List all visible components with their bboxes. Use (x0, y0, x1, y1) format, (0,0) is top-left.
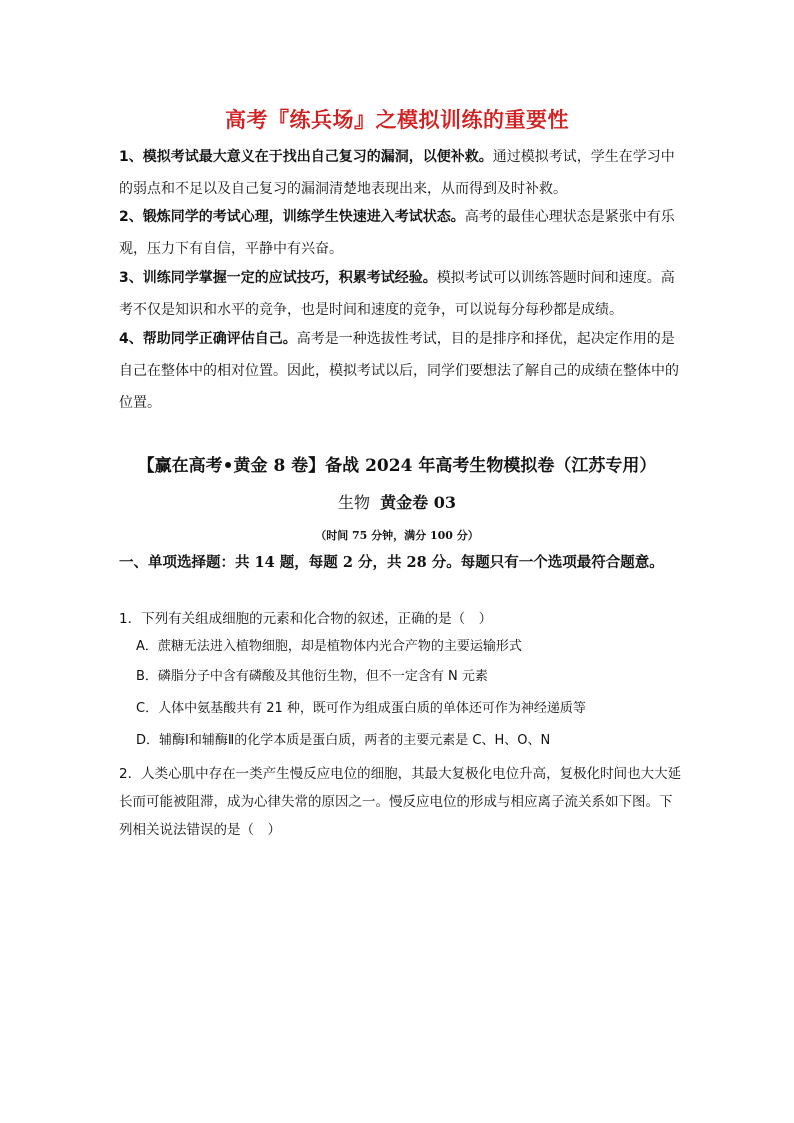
question-1-option-b: B．磷脂分子中含有磷酸及其他衍生物，但不一定含有 N 元素 (136, 669, 488, 684)
intro-point-1 (119, 141, 684, 205)
page-title: 高考『练兵场』之模拟训练的重要性 (225, 108, 569, 132)
intro-point-2 (119, 201, 684, 265)
intro-point-4 (119, 323, 684, 419)
exam-subject: 生物 (337, 493, 370, 512)
intro-point-1-text: 通过模拟考试，学生在学习中的弱点和不足以及自己复习的漏洞清楚地表现出来，从而得到及时补救。 (119, 149, 675, 197)
intro-point-3 (119, 262, 684, 326)
intro-point-4-lead: 4、帮助同学正确评估自己。 (119, 331, 297, 347)
intro-point-2-lead: 2、锻炼同学的考试心理，训练学生快速进入考试状态。 (119, 209, 465, 225)
exam-subtitle (0, 490, 794, 513)
question-1-stem: 1．下列有关组成细胞的元素和化合物的叙述，正确的是（ ） (119, 611, 493, 627)
intro-point-4-text: 高考是一种选拔性考试，目的是排序和择优，起决定作用的是自己在整体中的相对位置。因此，模拟考试以后，同学们要想法了解自己的成绩在整体中的位置。 (119, 331, 679, 411)
intro-point-3-lead: 3、训练同学掌握一定的应试技巧，积累考试经验。 (119, 270, 437, 286)
intro-point-2-text: 高考的最佳心理状态是紧张中有乐观，压力下有自信，平静中有兴奋。 (119, 209, 675, 257)
exam-paper-name: 黄金卷 03 (380, 493, 457, 512)
section-heading: 一、单项选择题：共 14 题，每题 2 分，共 28 分。每题只有一个选项最符合题意。 (119, 554, 664, 571)
exam-header: 【赢在高考•黄金 8 卷】备战 2024 年高考生物模拟卷（江苏专用） (137, 456, 657, 476)
question-1-option-a: A．蔗糖无法进入植物细胞，却是植物体内光合产物的主要运输形式 (136, 639, 522, 654)
question-1-option-d: D．辅酶Ⅰ和辅酶Ⅱ的化学本质是蛋白质，两者的主要元素是 C、H、O、N (136, 733, 551, 748)
intro-point-3-text: 模拟考试可以训练答题时间和速度。高考不仅是知识和水平的竞争，也是时间和速度的竞争，可以说每分每秒都是成绩。 (119, 270, 675, 318)
exam-time-note: （时间 75 分钟，满分 100 分） (315, 529, 479, 542)
question-1-option-c: C．人体中氨基酸共有 21 种，既可作为组成蛋白质的单体还可作为神经递质等 (136, 701, 586, 716)
question-2-stem: 2．人类心肌中存在一类产生慢反应电位的细胞，其最大复极化电位升高，复极化时间也大大延长而可能被阻滞，成为心律失常的原因之一。慢反应电位的形成与相应离子流关系如下图。下列相关说法错误的是（ ） (119, 766, 682, 838)
intro-point-1-lead: 1、模拟考试最大意义在于找出自己复习的漏洞，以便补救。 (119, 149, 493, 165)
